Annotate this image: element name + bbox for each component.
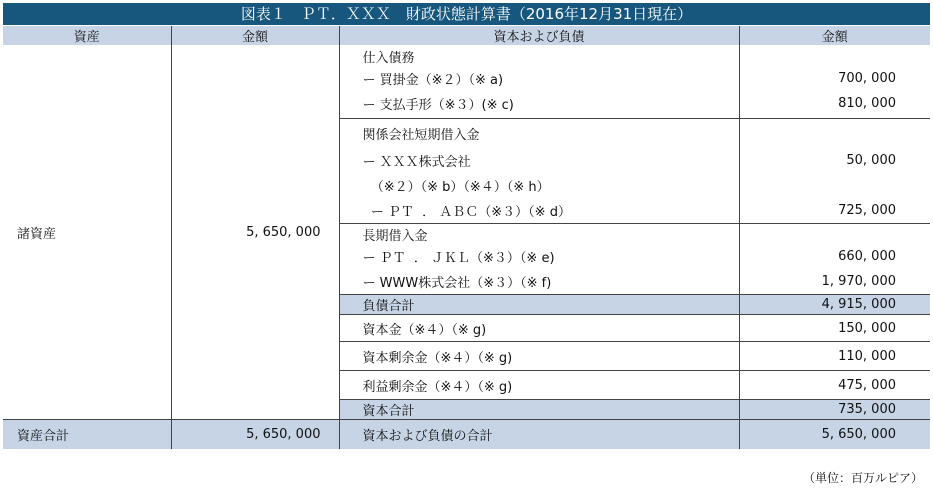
row-amount: 475, 000 (739, 371, 930, 400)
header-amount-left: 金額 (171, 26, 339, 45)
table-row (3, 45, 930, 67)
equity-total-label: 資本合計 (339, 400, 739, 420)
row-text: 仕入債務 (339, 45, 739, 67)
row-amount (739, 173, 930, 198)
row-text: 資本金（※４）（※ g) (339, 315, 739, 342)
row-amount (739, 224, 930, 245)
header-row (3, 26, 930, 45)
row-text: ー ＸＸＸ株式会社 (339, 148, 739, 173)
row-text: 長期借入金 (339, 224, 739, 245)
assets-label: 諸資産 (3, 45, 171, 420)
row-text: 利益剰余金（※４）（※ g) (339, 371, 739, 400)
row-amount: 150, 000 (739, 315, 930, 342)
row-amount: 700, 000 (838, 70, 896, 86)
total-liab-equity-amount: 5, 650, 000 (739, 420, 930, 450)
header-liabilities-equity: 資本および負債 (339, 26, 739, 45)
table-title: 図表１ ＰＴ．ＸＸＸ 財政状態計算書（2016年12月31日現在） (3, 3, 930, 25)
equity-total-amount: 735, 000 (739, 400, 930, 420)
total-assets-amount: 5, 650, 000 (171, 420, 339, 450)
row-amount: 1, 970, 000 (821, 273, 896, 289)
row-amount (739, 45, 930, 67)
row-amount: 110, 000 (739, 342, 930, 371)
row-text: （※２）（※ b）（※４）（※ h） (339, 173, 739, 198)
row-text: 関係会社短期借入金 (339, 119, 739, 149)
total-assets-label: 資産合計 (3, 420, 171, 450)
liabilities-total-amount: 4, 915, 000 (739, 295, 930, 315)
header-amount-right: 金額 (739, 26, 930, 45)
total-liab-equity-label: 資本および負債の合計 (339, 420, 739, 450)
liabilities-total-label: 負債合計 (339, 295, 739, 315)
row-text: 資本剰余金（※４）（※ g) (339, 342, 739, 371)
row-amount: 660, 000 (838, 248, 896, 264)
balance-sheet-table (3, 26, 930, 449)
row-text: ー WWW株式会社（※３）（※ f) (339, 268, 739, 295)
header-assets: 資産 (3, 26, 171, 45)
row-text: ー ＰＴ ． ＡＢＣ（※３）（※ d） (339, 198, 739, 224)
grand-total-row (3, 420, 930, 450)
assets-amount: 5, 650, 000 (171, 45, 339, 420)
row-amount: 50, 000 (846, 153, 896, 168)
row-text: ー ＰＴ ． ＪＫＬ（※３）（※ e) (339, 244, 739, 268)
unit-note: （単位：百万ルピア） (802, 471, 923, 485)
row-amount: 810, 000 (838, 96, 896, 111)
row-text: ー 支払手形（※３）(※ c) (339, 89, 739, 119)
row-amount: 725, 000 (838, 203, 896, 218)
row-text: ー 買掛金（※２）（※ a) (339, 67, 739, 89)
row-amount (739, 119, 930, 149)
